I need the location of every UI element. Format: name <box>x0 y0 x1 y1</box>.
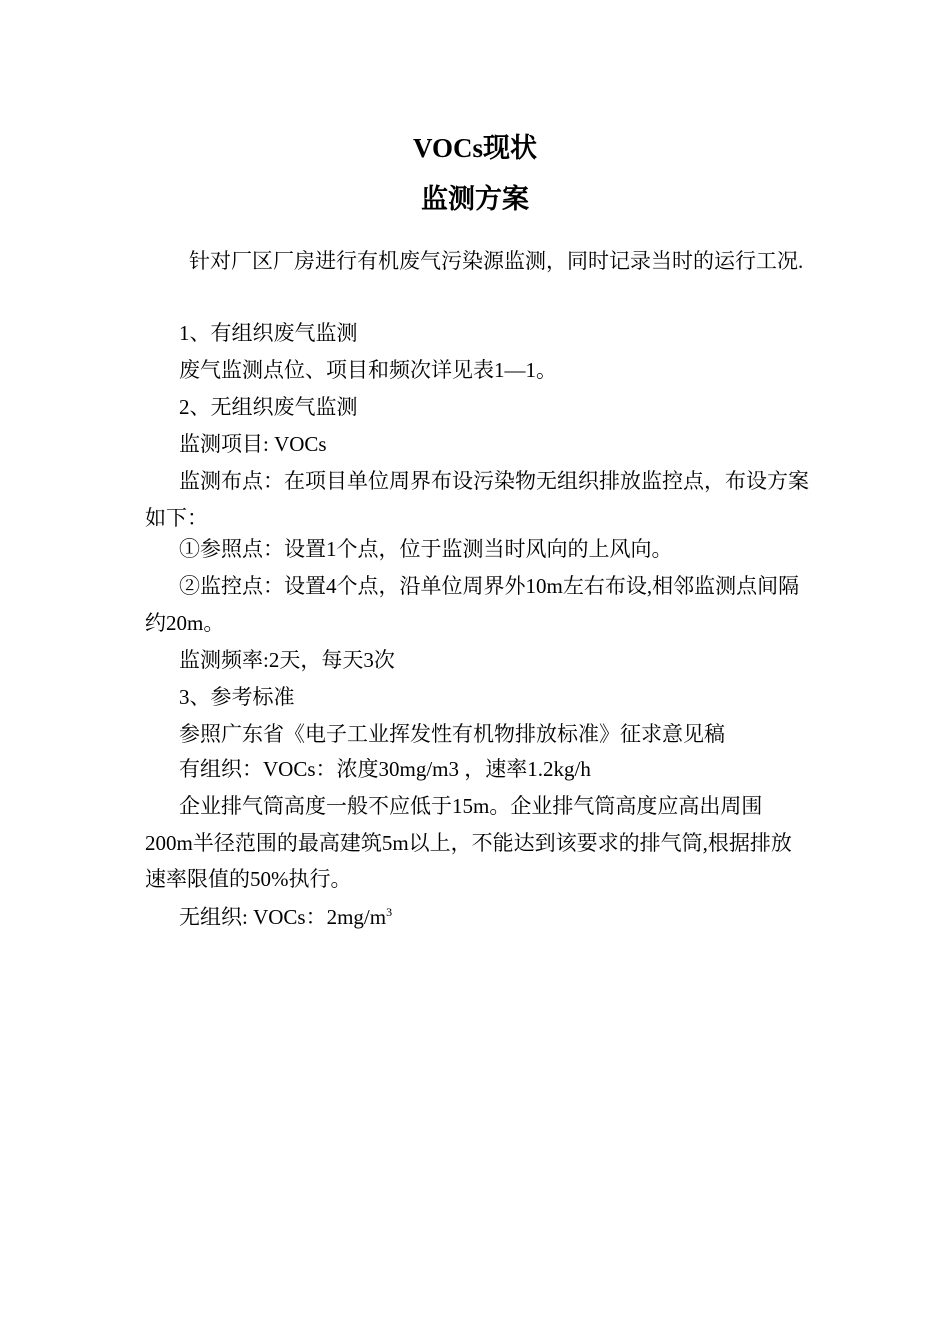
unorganized-limit-text: 无组织: VOCs：2mg/m <box>179 905 387 929</box>
section-heading-3: 3、参考标准 <box>179 685 295 709</box>
paragraph-reference-point: ①参照点：设置1个点，位于监测当时风向的上风向。 <box>179 537 673 561</box>
intro-paragraph: 针对厂区厂房进行有机废气污染源监测，同时记录当时的运行工况. <box>189 249 804 273</box>
paragraph-control-points: ②监控点：设置4个点，沿单位周界外10m左右布设,相邻监测点间隔约20m。 <box>145 574 800 635</box>
paragraph-unorganized-limits <box>145 899 810 936</box>
section-heading-2: 2、无组织废气监测 <box>179 395 358 419</box>
paragraph-monitoring-table-ref: 废气监测点位、项目和频次详见表1—1。 <box>179 358 557 382</box>
paragraph-standard-reference: 参照广东省《电子工业挥发性有机物排放标准》征求意见稿 <box>179 722 725 746</box>
paragraph-monitoring-frequency: 监测频率:2天，每天3次 <box>179 648 395 672</box>
paragraph-monitoring-item: 监测项目: VOCs <box>179 432 327 456</box>
section-heading-1: 1、有组织废气监测 <box>179 321 358 345</box>
paragraph-monitoring-layout: 监测布点：在项目单位周界布设污染物无组织排放监控点，布设方案如下： <box>145 469 809 530</box>
paragraph-organized-limits: 有组织：VOCs：浓度30mg/m3 ，速率1.2kg/h <box>179 757 591 781</box>
paragraph-stack-height: 企业排气筒高度一般不应低于15m。企业排气筒高度应高出周围200m半径范围的最高建筑5m以上，不能达到该要求的排气筒,根据排放速率限值的50%执行。 <box>145 794 792 891</box>
document-title-line2: 监测方案 <box>421 184 529 214</box>
unit-exponent: 3 <box>386 905 393 919</box>
document-title-line1: VOCs现状 <box>413 133 537 163</box>
